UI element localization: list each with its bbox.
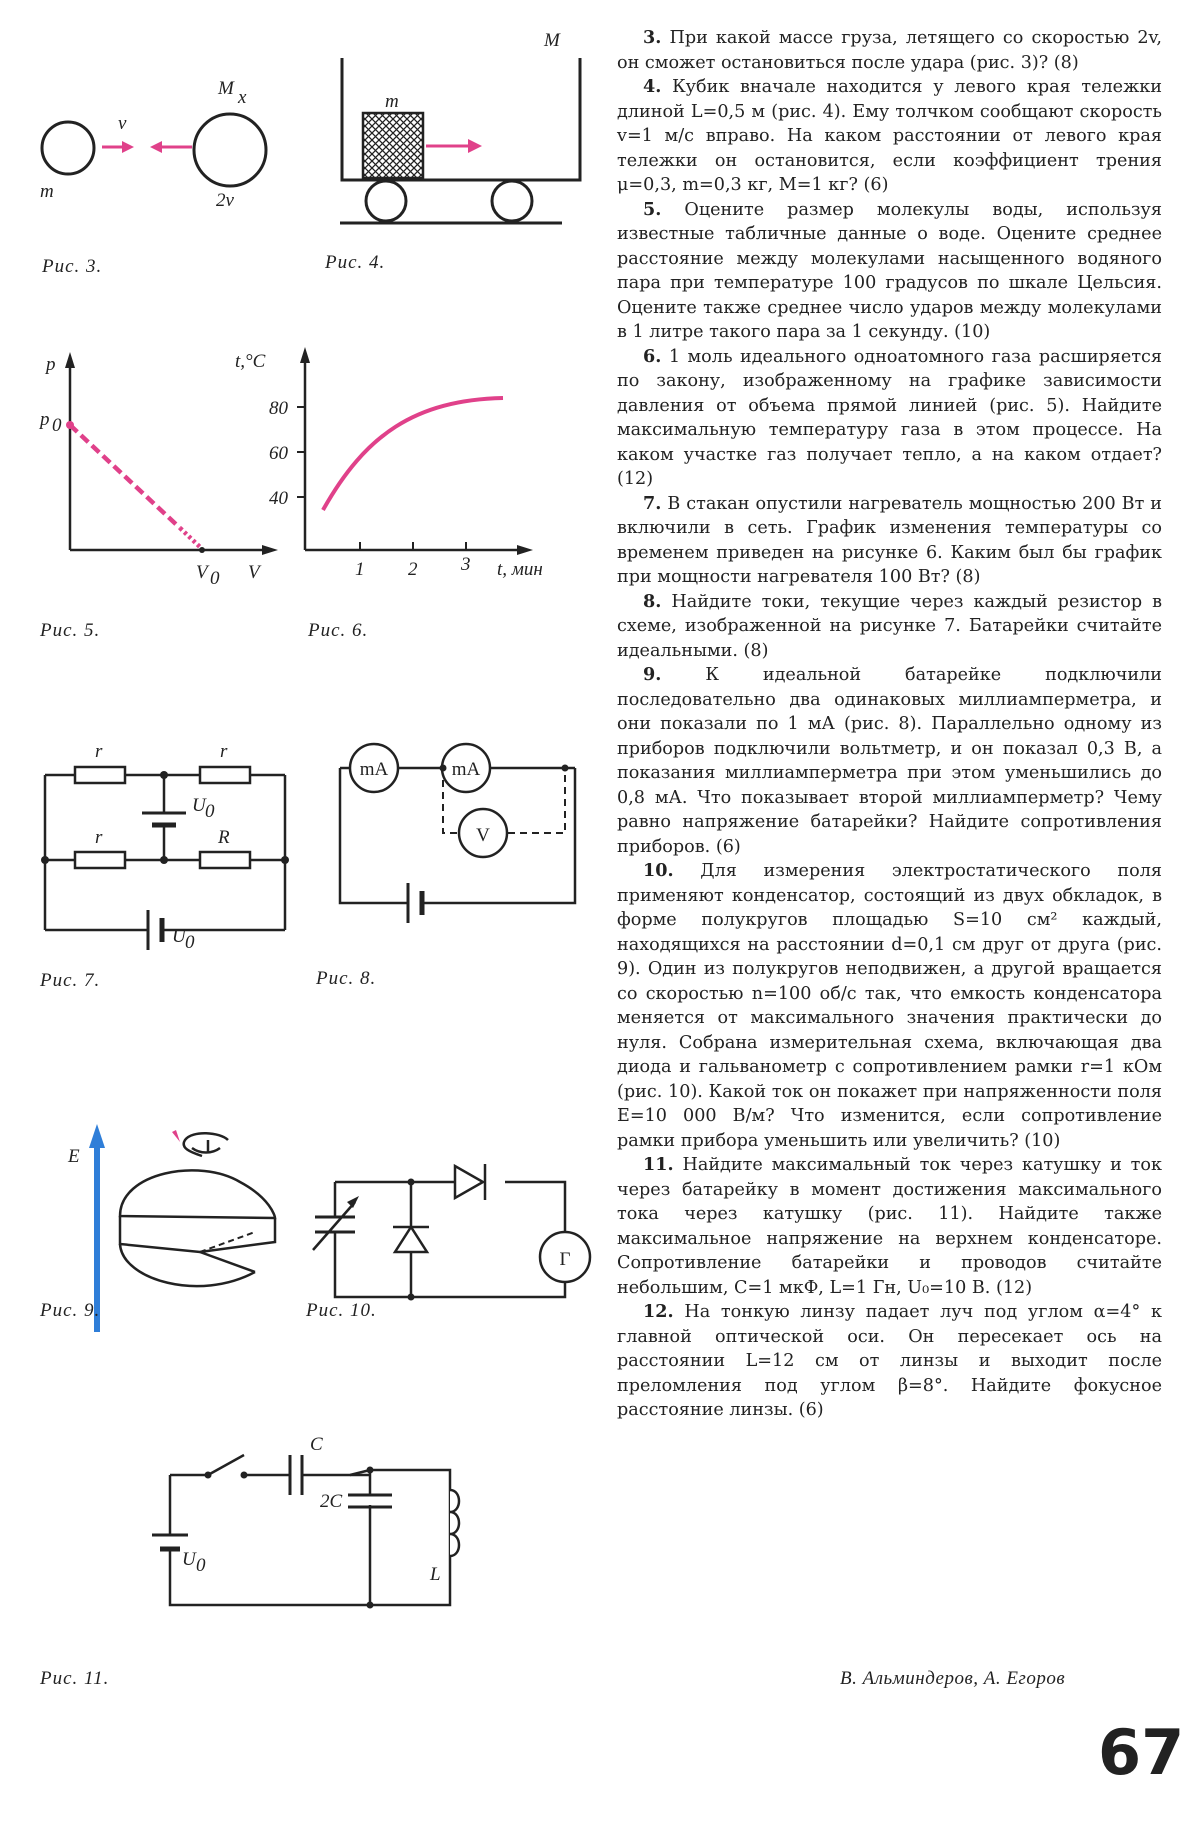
tick-60: 60 bbox=[269, 443, 288, 464]
page-number: 67 bbox=[1098, 1716, 1185, 1789]
svg-text:U: U bbox=[192, 795, 206, 816]
svg-text:E: E bbox=[68, 1146, 80, 1167]
svg-text:mA: mA bbox=[359, 759, 389, 780]
svg-text:U: U bbox=[182, 1549, 196, 1570]
resistor-R bbox=[200, 852, 250, 868]
caption-fig8: Рис. 8. bbox=[316, 968, 377, 989]
svg-text:0: 0 bbox=[210, 568, 220, 589]
problem-8: 8. Найдите токи, текущие через каждый резистор в схеме, изображенной на рисунке 7. Батарейки считайте идеальными. (8) bbox=[617, 590, 1162, 661]
rotation-arrow-icon bbox=[172, 1130, 228, 1156]
svg-text:R: R bbox=[218, 827, 230, 848]
label-m: m bbox=[40, 181, 54, 202]
caption-fig4: Рис. 4. bbox=[325, 252, 386, 273]
resistor-r-top-right bbox=[200, 767, 250, 783]
resistor-r-top-left bbox=[75, 767, 125, 783]
y-axis-label: t,°C bbox=[235, 351, 266, 372]
caption-fig10: Рис. 10. bbox=[306, 1300, 377, 1321]
label-v: v bbox=[118, 113, 127, 134]
diode-horizontal-icon bbox=[455, 1164, 485, 1200]
battery-middle-icon bbox=[142, 813, 186, 825]
figure-7 bbox=[30, 735, 300, 953]
figure-8 bbox=[330, 738, 590, 938]
svg-text:r: r bbox=[95, 827, 103, 848]
capacitor-plate-top bbox=[120, 1170, 275, 1218]
temperature-curve bbox=[323, 398, 503, 510]
caption-fig11: Рис. 11. bbox=[40, 1668, 110, 1689]
process-line bbox=[70, 425, 180, 528]
x-axis-label: t, мин bbox=[497, 559, 543, 580]
svg-text:Г: Г bbox=[559, 1249, 571, 1270]
label-M: M bbox=[544, 30, 560, 51]
svg-text:0: 0 bbox=[196, 1555, 206, 1576]
authors-signature: В. Альминдеров, А. Егоров bbox=[840, 1668, 1066, 1689]
tick-80: 80 bbox=[269, 398, 288, 419]
label-M: M bbox=[218, 78, 234, 99]
svg-text:mA: mA bbox=[451, 759, 481, 780]
label-2v: 2v bbox=[216, 190, 234, 211]
figure-11 bbox=[140, 1415, 480, 1615]
tick-40: 40 bbox=[269, 488, 288, 509]
battery-bottom-icon bbox=[148, 910, 162, 950]
ball-m bbox=[42, 122, 94, 174]
ball-Mx bbox=[194, 114, 266, 186]
battery-icon bbox=[408, 883, 422, 923]
problem-6: 6. 1 моль идеального одноатомного газа расширяется по закону, изображенному на графике зависимости давления от объема прямой линией (рис. 5). Найдите максимальную температуру газа в этом процессе. На каком участке газ получает тепло, а на каком отдает? (12) bbox=[617, 345, 1162, 489]
problem-3: 3. При какой массе груза, летящего со скоростью 2v, он сможет остановиться после удара (рис. 3)? (8) bbox=[617, 27, 1162, 73]
svg-text:0: 0 bbox=[205, 801, 215, 822]
caption-fig3: Рис. 3. bbox=[42, 256, 103, 277]
svg-text:L: L bbox=[430, 1564, 441, 1585]
problem-9: 9. К идеальной батарейке подключили последовательно два одинаковых миллиамперметра, и они показали по 1 мА (рис. 8). Параллельно одному из приборов подключили вольтметр, и он показал 0,3 В, а показания миллиамперметра при этом уменьшились до 0,8 мА. Что показывает второй миллиамперметр? Чему равно напряжение батарейки? Найдите сопротивления приборов. (6) bbox=[617, 664, 1163, 857]
velocity-arrow-left-icon bbox=[150, 141, 192, 153]
figure-4 bbox=[330, 28, 590, 228]
svg-text:r: r bbox=[95, 741, 103, 762]
svg-text:0: 0 bbox=[185, 932, 195, 953]
problem-4: 4. Кубик вначале находится у левого края тележки длиной L=0,5 м (рис. 4). Ему толчком сообщают скорость v=1 м/с вправо. На каком расстоянии от левого края тележки он остановится, если коэффициент трения μ=0,3, m=0,3 кг, M=1 кг? (6) bbox=[617, 76, 1162, 195]
svg-text:C: C bbox=[310, 1434, 323, 1455]
svg-text:V: V bbox=[476, 825, 490, 846]
inductor-coil bbox=[450, 1490, 459, 1556]
svg-text:U: U bbox=[172, 926, 186, 947]
wheel-right bbox=[492, 181, 532, 221]
battery-icon bbox=[152, 1535, 188, 1549]
label-p: p bbox=[46, 354, 56, 375]
label-m: m bbox=[385, 91, 399, 112]
tick-2: 2 bbox=[408, 559, 418, 580]
figure-3 bbox=[30, 70, 300, 220]
label-V0: V bbox=[196, 562, 208, 583]
tick-1: 1 bbox=[355, 559, 365, 580]
cube bbox=[363, 113, 423, 178]
figure-10 bbox=[305, 1132, 585, 1322]
problem-10: 10. Для измерения электростатического поля применяют конденсатор, состоящий из двух обкладок, в форме полукругов площадью S=10 см² каждый, находящихся на расстоянии d=0,1 см друг от друга (рис. 9). Один из полукругов неподвижен, а другой вращается со скоростью n=100 об/с так, что емкость конденсатора меняется от максимального значения практически до нуля. Собрана измерительная схема, включающая два диода и гальванометр с сопротивлением рамки r=1 кОм (рис. 10). Какой ток он покажет при напряженности поля E=10 000 В/м? Что изменится, если сопротивление рамки прибора уменьшить или увеличить? (10) bbox=[617, 860, 1162, 1151]
label-p0: p bbox=[40, 409, 50, 430]
problems-text-column bbox=[617, 26, 1162, 1423]
label-x: x bbox=[238, 87, 247, 108]
resistor-r-bottom-left bbox=[75, 852, 125, 868]
problem-11: 11. Найдите максимальный ток через катушку и ток через батарейку в момент достижения максимального тока через катушку (рис. 11). Найдите также максимальное напряжение на верхнем конденсаторе. Сопротивление батарейки и проводов считайте небольшим, C=1 мкФ, L=1 Гн, U₀=10 В. (12) bbox=[617, 1154, 1163, 1298]
capacitor-C-icon bbox=[290, 1455, 302, 1495]
problem-5: 5. Оцените размер молекулы воды, используя известные табличные данные о воде. Оцените среднее расстояние между молекулами насыщенного водяного пара при температуре 100 градусов по шкале Цельсия. Оцените также среднее число ударов между молекулами в 1 литре такого пара за 1 секунду. (10) bbox=[617, 198, 1162, 342]
svg-text:r: r bbox=[220, 741, 228, 762]
caption-fig9: Рис. 9. bbox=[40, 1300, 101, 1321]
caption-fig5: Рис. 5. bbox=[40, 620, 101, 641]
diode-vertical-icon bbox=[393, 1227, 429, 1252]
velocity-arrow-right-icon bbox=[102, 141, 134, 153]
tick-3: 3 bbox=[461, 554, 471, 575]
caption-fig6: Рис. 6. bbox=[308, 620, 369, 641]
problem-12: 12. На тонкую линзу падает луч под углом α=4° к главной оптической оси. Он пересекает ось на расстоянии L=12 см от линзы и выходит после преломления под углом β=8°. Найдите фокусное расстояние линзы. (6) bbox=[617, 1301, 1163, 1420]
push-arrow-icon bbox=[426, 139, 482, 153]
caption-fig7: Рис. 7. bbox=[40, 970, 101, 991]
problem-7: 7. В стакан опустили нагреватель мощностью 200 Вт и включили в сеть. График изменения температуры со временем приведен на рисунке 6. Каким был бы график при мощности нагревателя 100 Вт? (8) bbox=[617, 492, 1162, 587]
svg-text:2C: 2C bbox=[320, 1491, 343, 1512]
label-V: V bbox=[248, 562, 260, 583]
wheel-left bbox=[366, 181, 406, 221]
figure-6 bbox=[235, 345, 575, 590]
svg-text:0: 0 bbox=[52, 415, 62, 436]
switch-icon bbox=[205, 1455, 248, 1479]
